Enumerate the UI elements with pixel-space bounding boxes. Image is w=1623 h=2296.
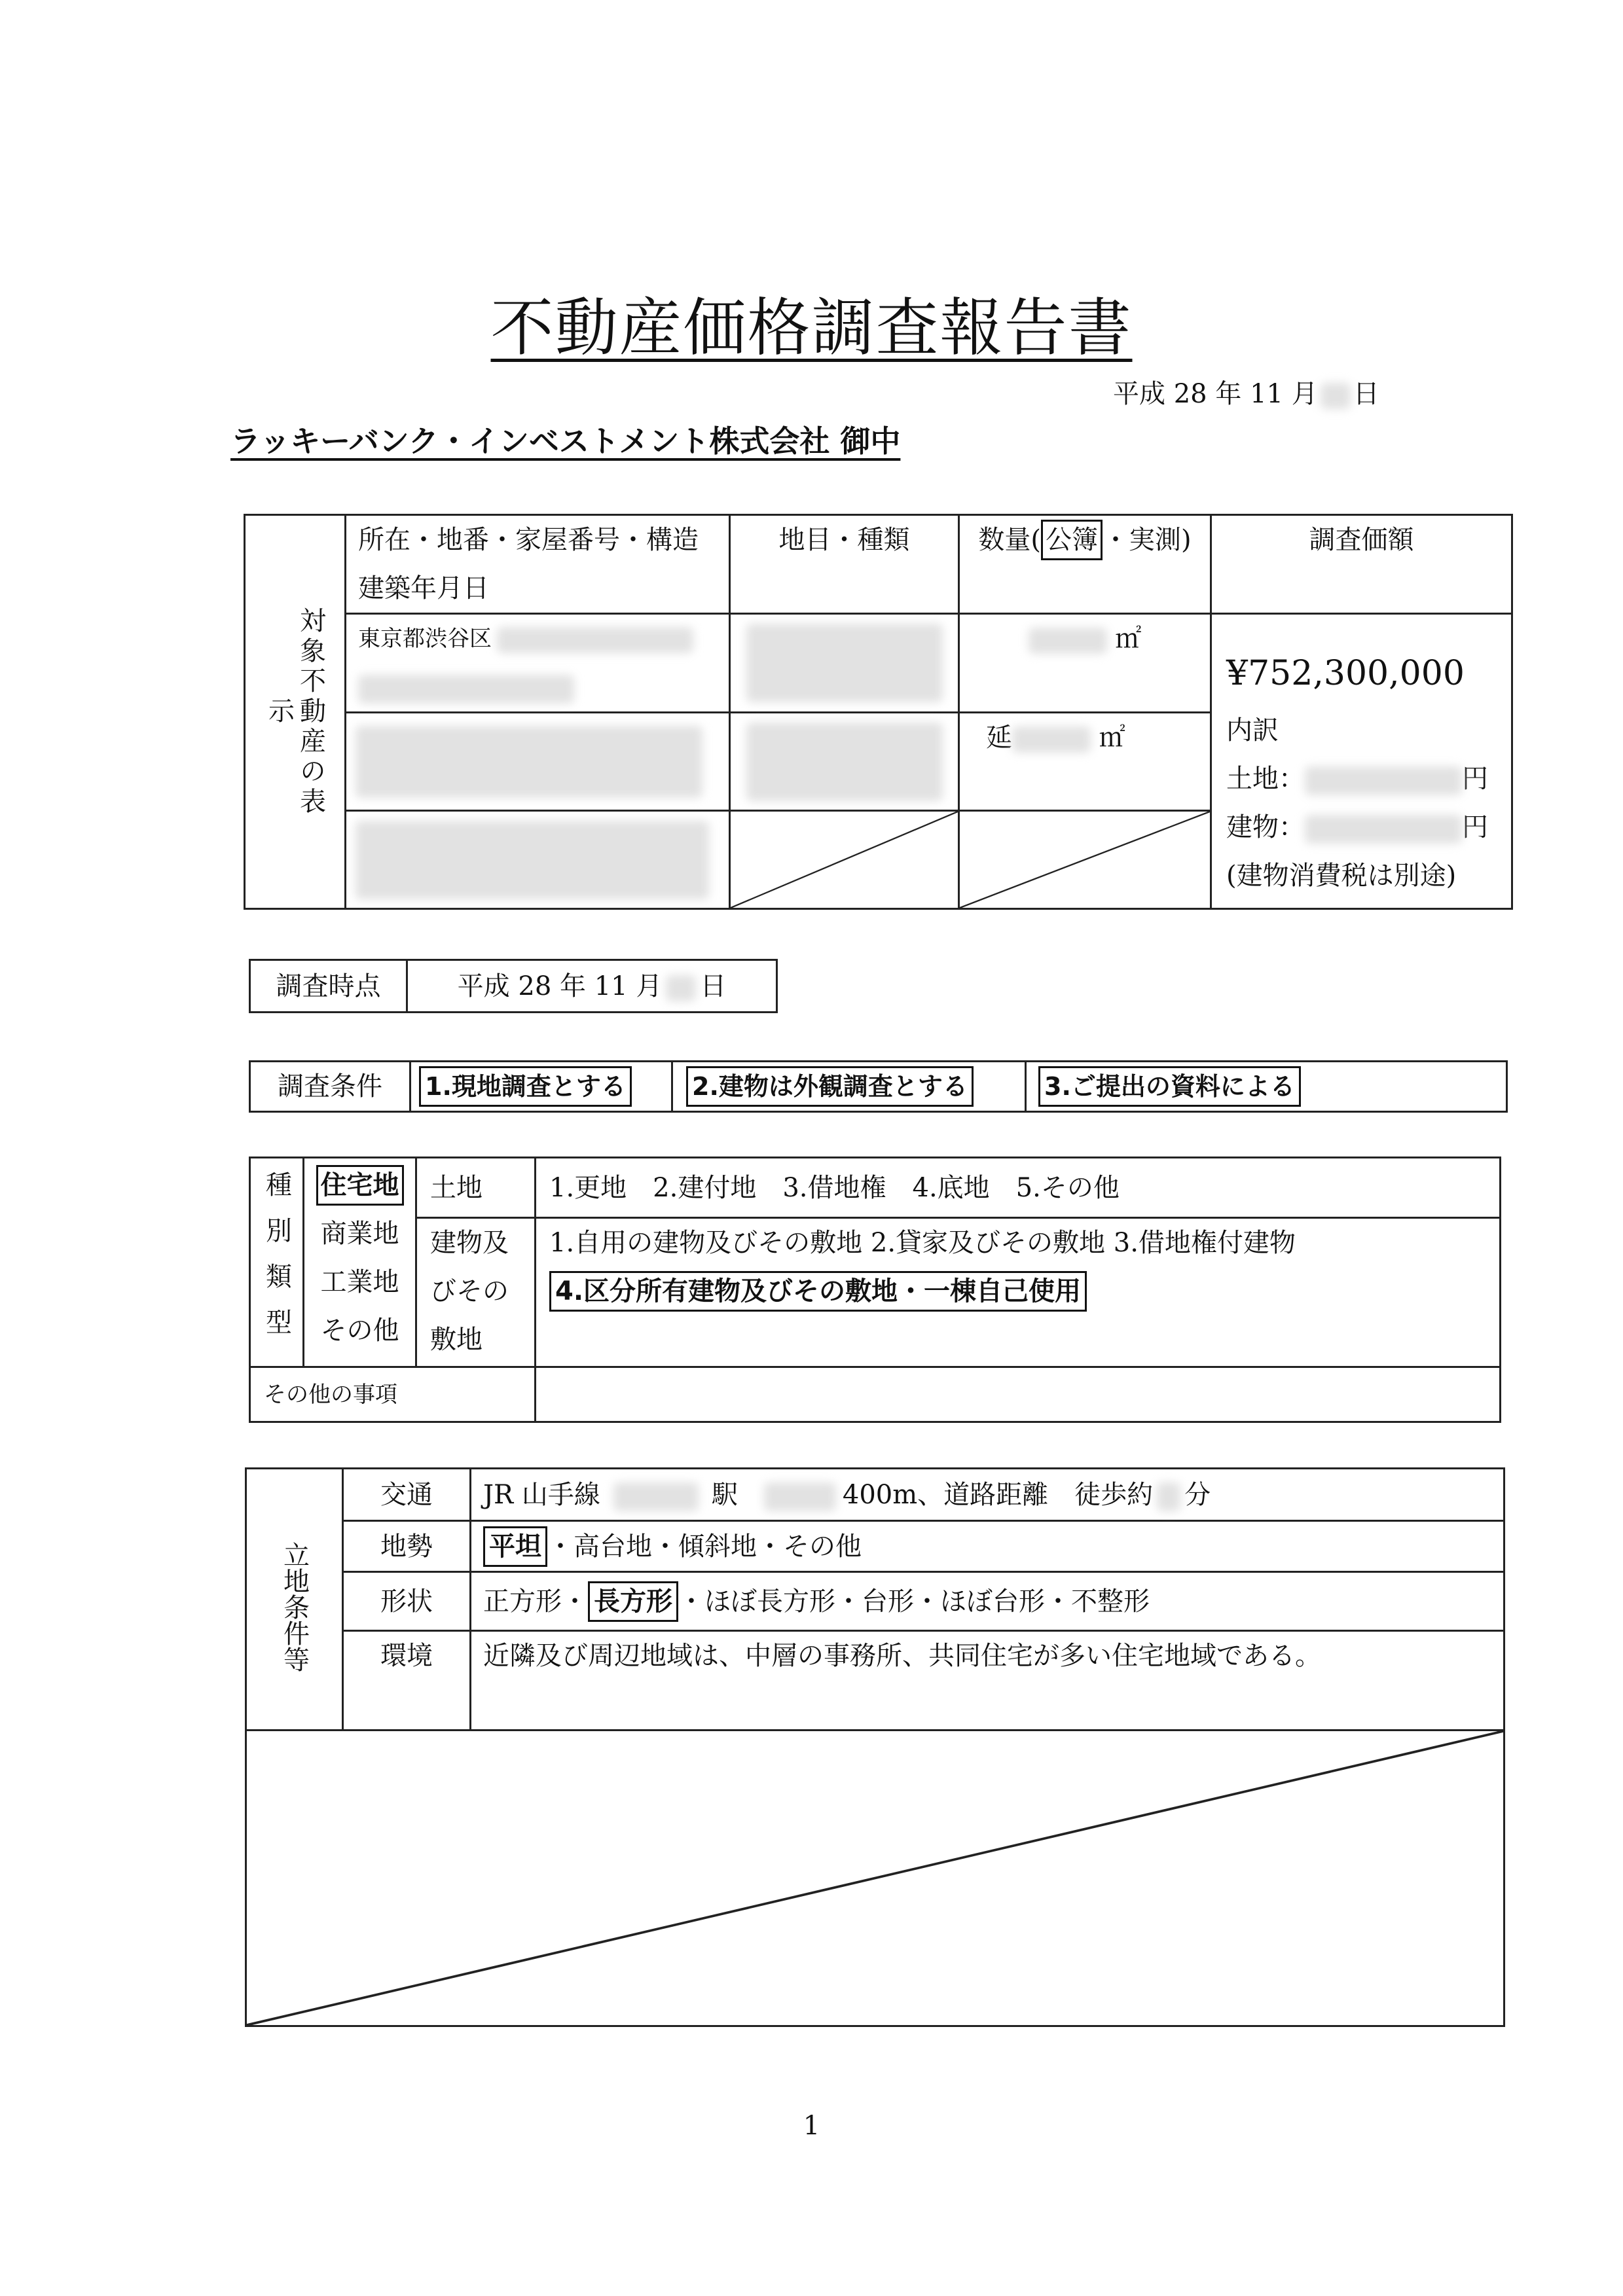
shape-value: 正方形・ 長方形 ・ほぼ長方形・台形・ほぼ台形・不整形 (471, 1572, 1504, 1631)
terrain-value: 平坦 ・高台地・傾斜地・その他 (471, 1521, 1504, 1572)
building-selected: 4.区分所有建物及びその敷地・一棟自己使用 (549, 1271, 1087, 1312)
traffic-label: 交通 (343, 1469, 471, 1521)
other-items-value (536, 1367, 1501, 1422)
page-number: 1 (803, 2111, 820, 2141)
building-price: 建物： 円 (1226, 812, 1488, 842)
price-header: 調査価額 (1211, 515, 1512, 614)
tax-note: (建物消費税は別途) (1226, 861, 1457, 891)
shape-label: 形状 (343, 1572, 471, 1631)
shape-selected: 長方形 (588, 1581, 678, 1622)
conditions-table (249, 1060, 1508, 1113)
row3-area-empty (959, 811, 1211, 909)
area-header: 数量( 公簿 ・実測) (959, 515, 1211, 614)
report-title: 不動産価格調査報告書 (490, 291, 1133, 365)
row3-land-type-empty (730, 811, 959, 909)
area-category-list (304, 1158, 416, 1367)
traffic-value: JR 山手線 駅 400m、道路距離 徒歩約 分 (471, 1469, 1504, 1521)
row1-area: ㎡ (959, 614, 1211, 713)
addressee: ラッキーバンク・インベストメント株式会社 御中 (230, 423, 901, 459)
price-cell (1211, 614, 1512, 909)
location-header: 所在・地番・家屋番号・構造 建築年月日 (346, 515, 730, 614)
type-side-label: 種別類型 (250, 1158, 304, 1367)
survey-time-value: 平成 28 年 11 月 日 (407, 960, 777, 1013)
row2-land-type (730, 713, 959, 811)
building-label: 建物及 びその 敷地 (416, 1218, 536, 1367)
location-empty-area (246, 1731, 1504, 2026)
survey-time-label: 調査時点 (250, 960, 407, 1013)
building-options: 1.自用の建物及びその敷地 2.貸家及びその敷地 3.借地権付建物 4.区分所有建物及びその敷地・一棟自己使用 (536, 1218, 1501, 1367)
row2-area: 延 ㎡ (959, 713, 1211, 811)
terrain-selected: 平坦 (483, 1526, 547, 1567)
land-options: 1.更地 2.建付地 3.借地権 4.底地 5.その他 (536, 1158, 1501, 1218)
property-side-label: 対象不動産の表示 (245, 515, 346, 909)
other-items-label: その他の事項 (250, 1367, 536, 1422)
environment-label: 環境 (343, 1631, 471, 1731)
row2-location (346, 713, 730, 811)
category-residential: 住宅地 (316, 1165, 404, 1206)
condition-2: 2.建物は外観調査とする (672, 1062, 1026, 1112)
land-price: 土地： 円 (1226, 764, 1488, 794)
land-type-header: 地目・種類 (730, 515, 959, 614)
property-table (244, 514, 1513, 910)
row1-location: 東京都渋谷区 (346, 614, 730, 713)
category-commercial: 商業地 (320, 1219, 399, 1249)
survey-time-table (249, 959, 778, 1013)
row3-location (346, 811, 730, 909)
category-other: その他 (320, 1316, 399, 1346)
report-date: 平成 28 年 11 月 日 (1113, 379, 1379, 409)
terrain-label: 地勢 (343, 1521, 471, 1572)
condition-3: 3.ご提出の資料による (1026, 1062, 1507, 1112)
condition-1: 1.現地調査とする (410, 1062, 672, 1112)
breakdown-label: 内訳 (1226, 715, 1279, 745)
category-industrial: 工業地 (320, 1267, 399, 1297)
location-table (245, 1467, 1505, 2027)
row1-land-type (730, 614, 959, 713)
location-side-label: 立地条件等 (246, 1469, 343, 1731)
conditions-label: 調査条件 (250, 1062, 410, 1112)
land-label: 土地 (416, 1158, 536, 1218)
price-total: ¥752,300,000 (1226, 654, 1465, 693)
official-register-box: 公簿 (1041, 520, 1103, 560)
environment-value: 近隣及び周辺地域は、中層の事務所、共同住宅が多い住宅地域である。 (471, 1631, 1504, 1731)
type-table (249, 1157, 1501, 1423)
